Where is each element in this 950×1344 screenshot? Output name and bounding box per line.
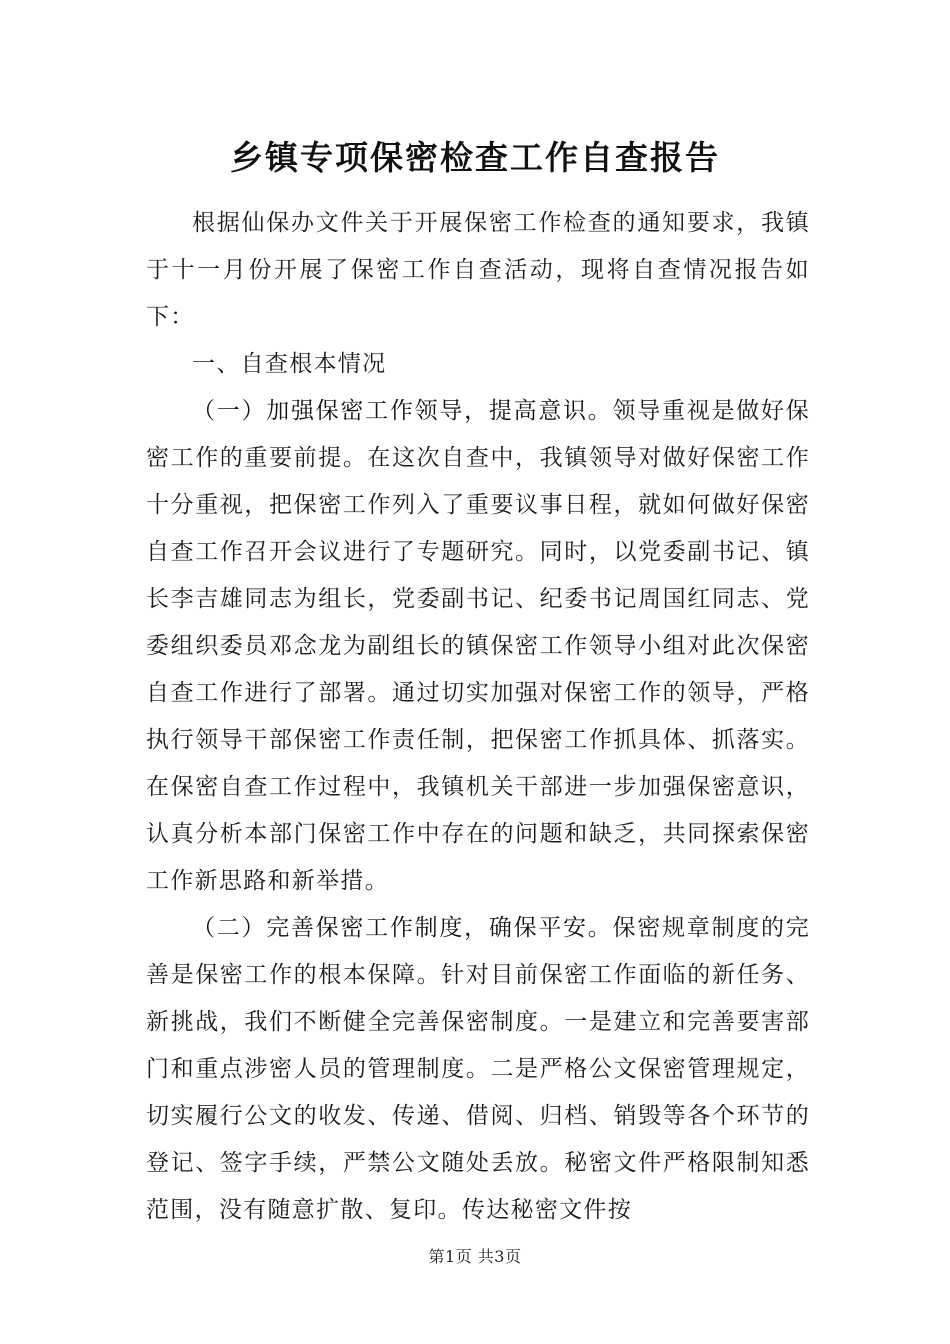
subsection-2-lead: （二）完善保密工作制度，确保平安。 xyxy=(192,915,613,941)
page-footer: 第1页 共3页 xyxy=(428,1247,522,1266)
subsection-1-lead: （一）加强保密工作领导，提高意识。 xyxy=(192,398,613,424)
section-heading: 一、自查根本情况 xyxy=(192,351,387,377)
subsection-2-body: 保密规章制度的完善是保密工作的根本保障。针对目前保密工作面临的新任务、新挑战，我们不断健全完善保密制度。一是建立和完善要害部门和重点涉密人员的管理制度。二是严格公文保密管理规定，切实履行公文的收发、传递、借阅、归档、销毁等各个环节的登记、签字手续，严禁公文随处丢放。秘密文件严格限制知悉范围，没有随意扩散、复印。传达秘密文件按 xyxy=(146,915,810,1223)
document-body xyxy=(146,200,810,1234)
subsection-2-paragraph xyxy=(146,905,810,1234)
document-title: 乡镇专项保密检查工作自查报告 xyxy=(230,138,720,177)
subsection-1-body: 领导重视是做好保密工作的重要前提。在这次自查中，我镇领导对做好保密工作十分重视，把保密工作列入了重要议事日程，就如何做好保密自查工作召开会议进行了专题研究。同时，以党委副书记、镇长李吉雄同志为组长，党委副书记、纪委书记周国红同志、党委组织委员邓念龙为副组长的镇保密工作领导小组对此次保密自查工作进行了部署。通过切实加强对保密工作的领导，严格执行领导干部保密工作责任制，把保密工作抓具体、抓落实。在保密自查工作过程中，我镇机关干部进一步加强保密意识，认真分析本部门保密工作中存在的问题和缺乏，共同探索保密工作新思路和新举措。 xyxy=(146,398,810,894)
intro-paragraph: 根据仙保办文件关于开展保密工作检查的通知要求，我镇于十一月份开展了保密工作自查活动，现将自查情况报告如下： xyxy=(146,210,810,330)
subsection-1-paragraph xyxy=(146,388,810,905)
